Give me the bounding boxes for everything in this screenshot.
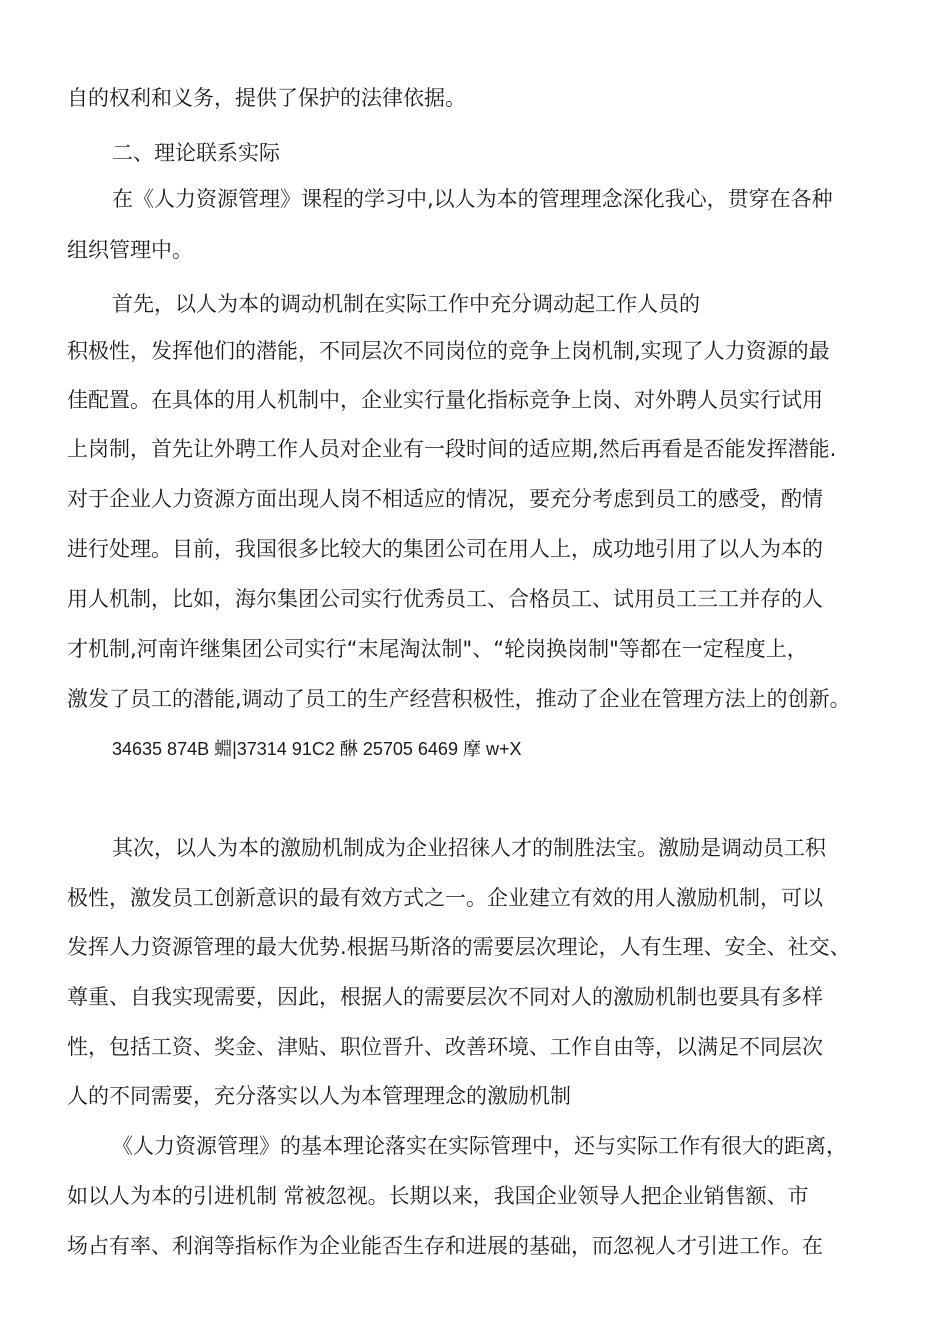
garbled-text-line: 34635 874B 蜵|37314 91C2 醂 25705 6469 摩 w+X (112, 739, 522, 759)
text-line: 上岗制，首先让外聘工作人员对企业有一段时间的适应期,然后再看是否能发挥潜能. (67, 437, 837, 461)
text-line: 尊重、自我实现需要，因此，根据人的需要层次不同对人的激励机制也要具有多样 (67, 985, 823, 1009)
text-line: 《人力资源管理》的基本理论落实在实际管理中，还与实际工作有很大的距离， (112, 1134, 847, 1158)
text-line: 进行处理。目前，我国很多比较大的集团公司在用人上，成功地引用了以人为本的 (67, 537, 823, 561)
text-line: 发挥人力资源管理的最大优势.根据马斯洛的需要层次理论，人有生理、安全、社交、 (67, 935, 851, 959)
text-line: 其次，以人为本的激励机制成为企业招徕人才的制胜法宝。激励是调动员工积 (112, 836, 826, 860)
text-line: 组织管理中。 (67, 238, 193, 262)
text-line: 在《人力资源管理》课程的学习中,以人为本的管理理念深化我心，贯穿在各种 (112, 187, 833, 211)
text-line: 激发了员工的潜能,调动了员工的生产经营积极性，推动了企业在管理方法上的创新。 (67, 687, 851, 711)
text-line: 人的不同需要，充分落实以人为本管理理念的激励机制 (67, 1084, 571, 1108)
text-line: 场占有率、利润等指标作为企业能否生存和进展的基础，而忽视人才引进工作。在 (67, 1234, 823, 1258)
text-line: 极性，激发员工创新意识的最有效方式之一。企业建立有效的用人激励机制，可以 (67, 886, 823, 910)
text-line: 性，包括工资、奖金、津贴、职位晋升、改善环境、工作自由等，以满足不同层次 (67, 1035, 823, 1059)
text-line: 佳配置。在具体的用人机制中，企业实行量化指标竞争上岗、对外聘人员实行试用 (67, 388, 823, 412)
section-heading: 二、理论联系实际 (112, 141, 280, 165)
text-line: 积极性，发挥他们的潜能，不同层次不同岗位的竞争上岗机制,实现了人力资源的最 (67, 339, 830, 363)
text-line: 如以人为本的引进机制 常被忽视。长期以来，我国企业领导人把企业销售额、市 (67, 1184, 809, 1208)
text-line: 自的权利和义务，提供了保护的法律依据。 (67, 86, 466, 110)
text-line: 对于企业人力资源方面出现人岗不相适应的情况，要充分考虑到员工的感受，酌情 (67, 487, 823, 511)
text-line: 首先，以人为本的调动机制在实际工作中充分调动起工作人员的 (112, 292, 700, 316)
text-line: 才机制,河南许继集团公司实行“末尾淘汰制"、“轮岗换岗制"等都在一定程度上， (67, 637, 808, 661)
text-line: 用人机制，比如，海尔集团公司实行优秀员工、合格员工、试用员工三工并存的人 (67, 587, 823, 611)
